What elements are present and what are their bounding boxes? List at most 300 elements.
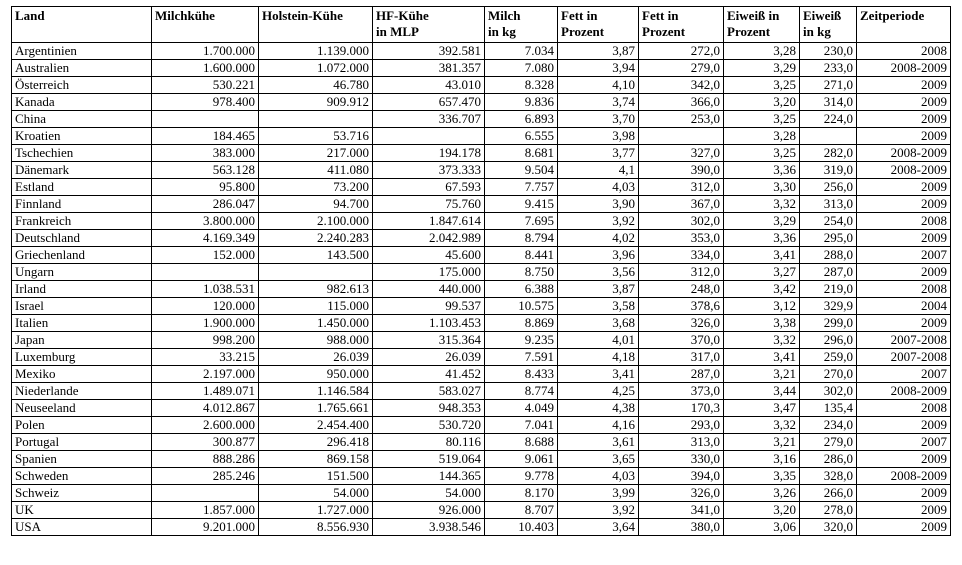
- value-cell: 2008: [857, 281, 951, 298]
- table-row: [12, 179, 951, 196]
- country-cell: Dänemark: [12, 162, 152, 179]
- value-cell: 326,0: [639, 315, 724, 332]
- value-cell: 8.681: [485, 145, 558, 162]
- value-cell: 2008-2009: [857, 145, 951, 162]
- country-cell: Spanien: [12, 451, 152, 468]
- value-cell: 392.581: [373, 43, 485, 60]
- value-cell: 3,68: [558, 315, 639, 332]
- country-cell: Polen: [12, 417, 152, 434]
- value-cell: 54.000: [259, 485, 373, 502]
- value-cell: 1.146.584: [259, 383, 373, 400]
- value-cell: 4,10: [558, 77, 639, 94]
- table-row: [12, 230, 951, 247]
- value-cell: 170,3: [639, 400, 724, 417]
- value-cell: [373, 128, 485, 145]
- value-cell: 314,0: [800, 94, 857, 111]
- table-row: [12, 417, 951, 434]
- value-cell: 383.000: [152, 145, 259, 162]
- value-cell: 3,38: [724, 315, 800, 332]
- value-cell: 271,0: [800, 77, 857, 94]
- value-cell: 373,0: [639, 383, 724, 400]
- value-cell: 3,58: [558, 298, 639, 315]
- value-cell: 1.765.661: [259, 400, 373, 417]
- value-cell: [259, 264, 373, 281]
- value-cell: 1.072.000: [259, 60, 373, 77]
- value-cell: 4.169.349: [152, 230, 259, 247]
- value-cell: 7.695: [485, 213, 558, 230]
- value-cell: 266,0: [800, 485, 857, 502]
- value-cell: 7.757: [485, 179, 558, 196]
- value-cell: 381.357: [373, 60, 485, 77]
- value-cell: 3,87: [558, 43, 639, 60]
- value-cell: 3,27: [724, 264, 800, 281]
- value-cell: 394,0: [639, 468, 724, 485]
- value-cell: 317,0: [639, 349, 724, 366]
- value-cell: 3,25: [724, 111, 800, 128]
- header-fett-prozent: [558, 7, 639, 43]
- value-cell: 373.333: [373, 162, 485, 179]
- value-cell: 1.727.000: [259, 502, 373, 519]
- value-cell: 7.080: [485, 60, 558, 77]
- value-cell: 8.750: [485, 264, 558, 281]
- value-cell: 328,0: [800, 468, 857, 485]
- milk-data-table: [11, 6, 951, 536]
- value-cell: 336.707: [373, 111, 485, 128]
- table-row: [12, 451, 951, 468]
- value-cell: 3,25: [724, 145, 800, 162]
- value-cell: 367,0: [639, 196, 724, 213]
- value-cell: 8.433: [485, 366, 558, 383]
- table-row: [12, 247, 951, 264]
- value-cell: 366,0: [639, 94, 724, 111]
- value-cell: 3,35: [724, 468, 800, 485]
- header-line: Holstein-Kühe: [262, 8, 343, 23]
- header-line: in kg: [488, 24, 516, 39]
- value-cell: 144.365: [373, 468, 485, 485]
- value-cell: 370,0: [639, 332, 724, 349]
- value-cell: 3,41: [558, 366, 639, 383]
- value-cell: 295,0: [800, 230, 857, 247]
- value-cell: 3,20: [724, 502, 800, 519]
- country-cell: Luxemburg: [12, 349, 152, 366]
- value-cell: 3,41: [724, 349, 800, 366]
- value-cell: 1.038.531: [152, 281, 259, 298]
- header-line: Land: [15, 8, 45, 23]
- value-cell: 3,47: [724, 400, 800, 417]
- value-cell: 327,0: [639, 145, 724, 162]
- value-cell: 8.774: [485, 383, 558, 400]
- value-cell: 8.707: [485, 502, 558, 519]
- table-row: [12, 145, 951, 162]
- country-cell: Finnland: [12, 196, 152, 213]
- value-cell: 282,0: [800, 145, 857, 162]
- value-cell: 2008: [857, 43, 951, 60]
- value-cell: 2007-2008: [857, 349, 951, 366]
- value-cell: 9.201.000: [152, 519, 259, 536]
- value-cell: 73.200: [259, 179, 373, 196]
- country-cell: Frankreich: [12, 213, 152, 230]
- value-cell: 279,0: [800, 434, 857, 451]
- value-cell: 2007: [857, 366, 951, 383]
- value-cell: 9.415: [485, 196, 558, 213]
- table-body: [12, 43, 951, 536]
- table-row: [12, 315, 951, 332]
- value-cell: 3.800.000: [152, 213, 259, 230]
- value-cell: 9.235: [485, 332, 558, 349]
- value-cell: 2009: [857, 179, 951, 196]
- header-eiweiss-kg: [800, 7, 857, 43]
- value-cell: 3,32: [724, 332, 800, 349]
- table-row: [12, 366, 951, 383]
- value-cell: 330,0: [639, 451, 724, 468]
- value-cell: 233,0: [800, 60, 857, 77]
- value-cell: 287,0: [639, 366, 724, 383]
- value-cell: 9.061: [485, 451, 558, 468]
- value-cell: 224,0: [800, 111, 857, 128]
- value-cell: 9.836: [485, 94, 558, 111]
- value-cell: 288,0: [800, 247, 857, 264]
- value-cell: 390,0: [639, 162, 724, 179]
- header-line: Milch: [488, 8, 521, 23]
- value-cell: 3,65: [558, 451, 639, 468]
- value-cell: 3,26: [724, 485, 800, 502]
- value-cell: 3,12: [724, 298, 800, 315]
- value-cell: 45.600: [373, 247, 485, 264]
- value-cell: 3.938.546: [373, 519, 485, 536]
- value-cell: 3,20: [724, 94, 800, 111]
- value-cell: 296,0: [800, 332, 857, 349]
- value-cell: 1.103.453: [373, 315, 485, 332]
- header-eiweiss-prozent: [724, 7, 800, 43]
- value-cell: 2008: [857, 213, 951, 230]
- value-cell: 217.000: [259, 145, 373, 162]
- value-cell: 43.010: [373, 77, 485, 94]
- value-cell: 4,16: [558, 417, 639, 434]
- value-cell: 8.688: [485, 434, 558, 451]
- header-land: [12, 7, 152, 43]
- value-cell: 982.613: [259, 281, 373, 298]
- country-cell: Australien: [12, 60, 152, 77]
- value-cell: 3,32: [724, 417, 800, 434]
- value-cell: 1.847.614: [373, 213, 485, 230]
- table-row: [12, 281, 951, 298]
- value-cell: [639, 128, 724, 145]
- value-cell: 6.555: [485, 128, 558, 145]
- table-row: [12, 349, 951, 366]
- value-cell: 175.000: [373, 264, 485, 281]
- value-cell: 41.452: [373, 366, 485, 383]
- value-cell: 3,42: [724, 281, 800, 298]
- value-cell: 10.403: [485, 519, 558, 536]
- value-cell: 9.778: [485, 468, 558, 485]
- value-cell: 256,0: [800, 179, 857, 196]
- value-cell: 3,94: [558, 60, 639, 77]
- value-cell: 2008: [857, 400, 951, 417]
- country-cell: Irland: [12, 281, 152, 298]
- value-cell: 286,0: [800, 451, 857, 468]
- value-cell: 2009: [857, 264, 951, 281]
- value-cell: 293,0: [639, 417, 724, 434]
- value-cell: [259, 111, 373, 128]
- value-cell: 2008-2009: [857, 162, 951, 179]
- value-cell: 4.049: [485, 400, 558, 417]
- value-cell: 279,0: [639, 60, 724, 77]
- table-row: [12, 519, 951, 536]
- value-cell: 2009: [857, 230, 951, 247]
- value-cell: 2009: [857, 128, 951, 145]
- value-cell: 115.000: [259, 298, 373, 315]
- value-cell: 6.893: [485, 111, 558, 128]
- value-cell: 285.246: [152, 468, 259, 485]
- value-cell: 998.200: [152, 332, 259, 349]
- country-cell: Argentinien: [12, 43, 152, 60]
- value-cell: 300.877: [152, 434, 259, 451]
- country-cell: USA: [12, 519, 152, 536]
- header-row: [12, 7, 951, 43]
- value-cell: 152.000: [152, 247, 259, 264]
- value-cell: 8.328: [485, 77, 558, 94]
- country-cell: Neuseeland: [12, 400, 152, 417]
- country-cell: Niederlande: [12, 383, 152, 400]
- header-line: Fett in: [561, 8, 598, 23]
- value-cell: 2.100.000: [259, 213, 373, 230]
- table-header: [12, 7, 951, 43]
- value-cell: 3,70: [558, 111, 639, 128]
- country-cell: Israel: [12, 298, 152, 315]
- value-cell: 2009: [857, 519, 951, 536]
- value-cell: 3,06: [724, 519, 800, 536]
- value-cell: 2009: [857, 451, 951, 468]
- value-cell: 2008-2009: [857, 383, 951, 400]
- table-row: [12, 77, 951, 94]
- value-cell: 4,03: [558, 179, 639, 196]
- value-cell: 342,0: [639, 77, 724, 94]
- value-cell: 869.158: [259, 451, 373, 468]
- value-cell: 33.215: [152, 349, 259, 366]
- value-cell: 3,25: [724, 77, 800, 94]
- value-cell: 563.128: [152, 162, 259, 179]
- value-cell: 3,16: [724, 451, 800, 468]
- value-cell: 2.042.989: [373, 230, 485, 247]
- value-cell: 411.080: [259, 162, 373, 179]
- value-cell: 7.591: [485, 349, 558, 366]
- value-cell: 286.047: [152, 196, 259, 213]
- header-line: Zeitperiode: [860, 8, 925, 23]
- value-cell: 184.465: [152, 128, 259, 145]
- table-row: [12, 196, 951, 213]
- value-cell: 1.139.000: [259, 43, 373, 60]
- value-cell: 3,29: [724, 60, 800, 77]
- header-line: HF-Kühe: [376, 8, 429, 23]
- value-cell: 7.034: [485, 43, 558, 60]
- value-cell: 2009: [857, 315, 951, 332]
- value-cell: 3,96: [558, 247, 639, 264]
- header-hf-kuehe-mlp: [373, 7, 485, 43]
- header-milch-kg: [485, 7, 558, 43]
- value-cell: 67.593: [373, 179, 485, 196]
- value-cell: 4.012.867: [152, 400, 259, 417]
- country-cell: Ungarn: [12, 264, 152, 281]
- value-cell: 2008-2009: [857, 468, 951, 485]
- value-cell: 315.364: [373, 332, 485, 349]
- table-row: [12, 332, 951, 349]
- value-cell: 2009: [857, 94, 951, 111]
- country-cell: Japan: [12, 332, 152, 349]
- value-cell: 2007: [857, 247, 951, 264]
- value-cell: 657.470: [373, 94, 485, 111]
- value-cell: 6.388: [485, 281, 558, 298]
- value-cell: 2.240.283: [259, 230, 373, 247]
- value-cell: 8.556.930: [259, 519, 373, 536]
- value-cell: 3,28: [724, 128, 800, 145]
- value-cell: 296.418: [259, 434, 373, 451]
- country-cell: UK: [12, 502, 152, 519]
- value-cell: 53.716: [259, 128, 373, 145]
- value-cell: 583.027: [373, 383, 485, 400]
- value-cell: 9.504: [485, 162, 558, 179]
- value-cell: 988.000: [259, 332, 373, 349]
- country-cell: Estland: [12, 179, 152, 196]
- value-cell: 3,30: [724, 179, 800, 196]
- header-zeitperiode: [857, 7, 951, 43]
- value-cell: 302,0: [800, 383, 857, 400]
- value-cell: 4,38: [558, 400, 639, 417]
- value-cell: 2.600.000: [152, 417, 259, 434]
- table-row: [12, 468, 951, 485]
- value-cell: 3,44: [724, 383, 800, 400]
- table-row: [12, 213, 951, 230]
- value-cell: 948.353: [373, 400, 485, 417]
- value-cell: 2.454.400: [259, 417, 373, 434]
- value-cell: 312,0: [639, 179, 724, 196]
- value-cell: 3,77: [558, 145, 639, 162]
- value-cell: 519.064: [373, 451, 485, 468]
- value-cell: 4,02: [558, 230, 639, 247]
- value-cell: 302,0: [639, 213, 724, 230]
- value-cell: 8.794: [485, 230, 558, 247]
- value-cell: [152, 264, 259, 281]
- value-cell: 26.039: [259, 349, 373, 366]
- value-cell: 3,36: [724, 230, 800, 247]
- country-cell: Kroatien: [12, 128, 152, 145]
- value-cell: 1.489.071: [152, 383, 259, 400]
- country-cell: Kanada: [12, 94, 152, 111]
- value-cell: 3,29: [724, 213, 800, 230]
- value-cell: 143.500: [259, 247, 373, 264]
- value-cell: 2009: [857, 502, 951, 519]
- header-line: Milchkühe: [155, 8, 215, 23]
- value-cell: 254,0: [800, 213, 857, 230]
- value-cell: 3,21: [724, 434, 800, 451]
- table-row: [12, 60, 951, 77]
- value-cell: 2009: [857, 196, 951, 213]
- value-cell: 278,0: [800, 502, 857, 519]
- value-cell: 888.286: [152, 451, 259, 468]
- header-line: in kg: [803, 24, 831, 39]
- value-cell: 3,64: [558, 519, 639, 536]
- value-cell: 2007-2008: [857, 332, 951, 349]
- value-cell: 2004: [857, 298, 951, 315]
- value-cell: 3,21: [724, 366, 800, 383]
- table-row: [12, 43, 951, 60]
- value-cell: 7.041: [485, 417, 558, 434]
- value-cell: [152, 485, 259, 502]
- value-cell: 120.000: [152, 298, 259, 315]
- value-cell: 909.912: [259, 94, 373, 111]
- value-cell: 1.450.000: [259, 315, 373, 332]
- value-cell: 4,18: [558, 349, 639, 366]
- value-cell: 230,0: [800, 43, 857, 60]
- value-cell: 2009: [857, 485, 951, 502]
- value-cell: 219,0: [800, 281, 857, 298]
- value-cell: 319,0: [800, 162, 857, 179]
- value-cell: 80.116: [373, 434, 485, 451]
- value-cell: 3,61: [558, 434, 639, 451]
- value-cell: 2.197.000: [152, 366, 259, 383]
- value-cell: 378,6: [639, 298, 724, 315]
- value-cell: 926.000: [373, 502, 485, 519]
- value-cell: 1.857.000: [152, 502, 259, 519]
- value-cell: 3,32: [724, 196, 800, 213]
- value-cell: 3,90: [558, 196, 639, 213]
- table-row: [12, 400, 951, 417]
- value-cell: 530.720: [373, 417, 485, 434]
- value-cell: 3,74: [558, 94, 639, 111]
- value-cell: 248,0: [639, 281, 724, 298]
- value-cell: [800, 128, 857, 145]
- header-line: Eiweiß: [803, 8, 842, 23]
- value-cell: 194.178: [373, 145, 485, 162]
- table-row: [12, 94, 951, 111]
- header-line: Fett in: [642, 8, 679, 23]
- value-cell: 4,1: [558, 162, 639, 179]
- value-cell: 26.039: [373, 349, 485, 366]
- value-cell: 313,0: [800, 196, 857, 213]
- header-line: Prozent: [642, 24, 686, 39]
- value-cell: 99.537: [373, 298, 485, 315]
- value-cell: 1.700.000: [152, 43, 259, 60]
- country-cell: Schweden: [12, 468, 152, 485]
- value-cell: 334,0: [639, 247, 724, 264]
- value-cell: 3,87: [558, 281, 639, 298]
- country-cell: Österreich: [12, 77, 152, 94]
- value-cell: 299,0: [800, 315, 857, 332]
- value-cell: 8.170: [485, 485, 558, 502]
- header-line: in MLP: [376, 24, 419, 39]
- table-row: [12, 485, 951, 502]
- value-cell: 75.760: [373, 196, 485, 213]
- value-cell: [152, 111, 259, 128]
- value-cell: 8.869: [485, 315, 558, 332]
- value-cell: 2008-2009: [857, 60, 951, 77]
- table-row: [12, 502, 951, 519]
- value-cell: 3,98: [558, 128, 639, 145]
- value-cell: 2009: [857, 417, 951, 434]
- country-cell: Deutschland: [12, 230, 152, 247]
- header-milchkuehe: [152, 7, 259, 43]
- value-cell: 440.000: [373, 281, 485, 298]
- header-line: Eiweiß in: [727, 8, 780, 23]
- value-cell: 4,25: [558, 383, 639, 400]
- country-cell: Tschechien: [12, 145, 152, 162]
- header-holstein-kuehe: [259, 7, 373, 43]
- value-cell: 234,0: [800, 417, 857, 434]
- value-cell: 312,0: [639, 264, 724, 281]
- value-cell: 320,0: [800, 519, 857, 536]
- value-cell: 329,9: [800, 298, 857, 315]
- value-cell: 1.900.000: [152, 315, 259, 332]
- value-cell: 380,0: [639, 519, 724, 536]
